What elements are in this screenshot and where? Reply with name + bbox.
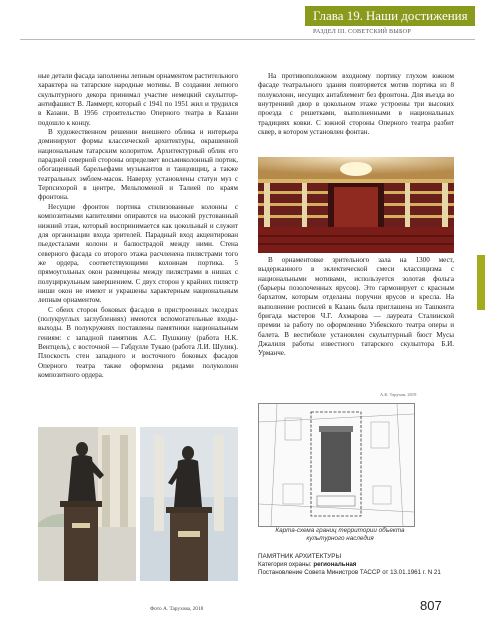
chapter-header: [305, 6, 475, 38]
page-number: 807: [420, 598, 442, 613]
right-text-top: [258, 72, 454, 137]
chapter-prefix: Глава 19.: [313, 8, 364, 23]
paragraph: ные детали фасада заполнены лепным орнаментом растительного характера на татарские народные мотивы. В создании лепного скульптурного декора принимал участие немецкий скульптор-антифашист В. Ламмерт, который с 1941 по 1951 жил и трудился в Казани. В 1956 строительство Оперного театра в Казани подошло к концу.: [38, 72, 238, 127]
right-text-middle: [258, 256, 454, 359]
monument-title: ПАМЯТНИК АРХИТЕКТУРЫ: [258, 553, 342, 560]
auditorium-photo: [258, 157, 454, 253]
paragraph: В художественном решении внешнего облика и интерьера доминируют формы классической архитектуры, окрашенной национальным татарским колоритом. Архитектурный облик его парадной северной стороны определяет восьмиколонный портик, обогащенный барельефами музыкантов и танцовщиц, а также театральных эмблем-масок. Наверху установлены статуи муз с Терпсихорой в центре, Мельпоменой и Талией по краям фронтона.: [38, 128, 238, 202]
tukay-monument-photo: [140, 427, 238, 581]
photo-credit: Фото А. Тарухова, 2018: [150, 606, 204, 612]
territory-map: [258, 403, 415, 527]
monument-decree: Постановление Совета Министров ТАССР от 13.01.1961 г. N 21: [258, 569, 441, 576]
paragraph: На противоположном входному портику глухом южном фасаде театрального здания повторяется мотив портика из 8 полуколонн, несущих антаблемент без фронтона. Для въезда во внутренний двор в цокольном этаже устроены три высоких проезда с решетками, выполненными в национальных традициях ковки. С южной стороны Оперного театра разбит сквер, в котором установлен фонтан.: [258, 72, 454, 137]
paragraph: В орнаментовке зрительного зала на 1300 мест, выдержанного в эклектической смеси классицизма с национальными мотивами, используется золотая фольга (барьеры позолоченных ярусов). Это гармонирует с красным бархатом, которым отделаны поручни ярусов и кресла. На выполнение росписей в Казань была приглашена из Ташкента бригада мастеров Ч.Г. Ахмарова — лауреата Сталинской премии за работу по оформлению Узбекского театра оперы и балета. В вестибюле установлен скульптурный бюст Мусы Джалиля работы известного татарского скульптора Б.И. Урманче.: [258, 256, 454, 358]
chapter-name: Наши достижения: [365, 8, 468, 23]
chapter-title: [313, 8, 468, 24]
image-credit: А.К. Тарухов, 2019: [380, 392, 417, 397]
header-divider: [20, 39, 475, 40]
paragraph: С обеих сторон боковых фасадов в пристроенных экседрах (полукруглых заглублениях) имеются вспомогательные входы-выходы. В полукружиях поставлены памятники национальным гениям: с западной памятник А.С. Пушкину (работа Н.К. Вентцель), с восточной — Габдулле Тукаю (работа Л.И. Шулик). Плоскость стен западного и восточного боковых фасадов Оперного театра также оформлена рядами полуколонн композитного ордера.: [38, 305, 238, 379]
monument-info: [258, 553, 458, 577]
monument-category: [258, 561, 458, 569]
side-tab-marker: [477, 255, 485, 310]
section-title: РАЗДЕЛ III. СОВЕТСКИЙ ВЫБОР: [313, 28, 411, 35]
pushkin-monument-photo: [38, 427, 136, 581]
category-label: Категория охраны:: [258, 561, 312, 568]
paragraph: Несущие фронтон портика стилизованные колонны с композитными капителями опираются на высокий рустованный нижний этаж, который воспринимается как цокольный и служит для организации входа зрителей. Парадный вход акцентирован пьедесталами колонн и балюстрадой между ними. Стена северного фасада со второго этажа расчленена пилястрами того же ордера, соответствующими колоннам портика. 5 прямоугольных окон размещены между пилястрами в нишах с полуциркульным завершением. С двух сторон у крайних пилястр ниши окон не имеют и украшены характерным национальным лепным орнаментом.: [38, 202, 238, 305]
left-text-column: [38, 72, 238, 380]
map-caption: Карта-схема границ территории объекта культурного наследия: [275, 527, 405, 542]
category-value: региональная: [313, 561, 357, 568]
